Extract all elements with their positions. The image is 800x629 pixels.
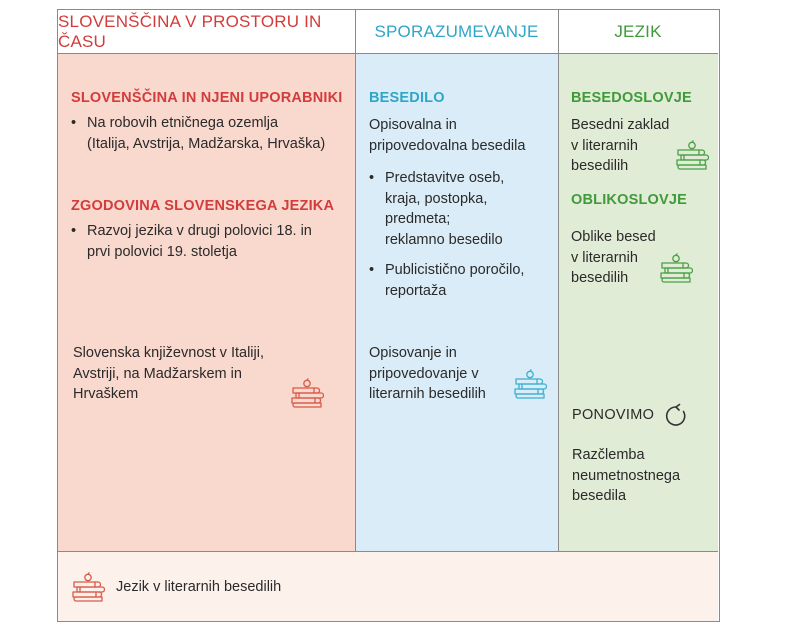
text-line: besedilih <box>571 158 629 174</box>
bullet-line: predmeta; <box>385 211 451 227</box>
column-sporazumevanje <box>355 54 558 551</box>
review-text <box>572 445 712 507</box>
header-jezik <box>558 10 718 54</box>
section-title: SLOVENŠČINA IN NJENI UPORABNIKI <box>71 90 343 106</box>
column-slovenscina <box>58 54 355 551</box>
text-line: pripovedovanje v <box>369 365 479 382</box>
circular-arrow-icon <box>663 403 689 429</box>
intro-text <box>369 115 554 156</box>
text-line: v literarnih <box>571 249 638 266</box>
header-sporazumevanje <box>355 10 558 54</box>
header-label: SPORAZUMEVANJE <box>374 21 539 41</box>
literature-topic <box>369 343 529 405</box>
bullet-line: prvi polovici 19. stoletja <box>87 243 237 260</box>
section-title: BESEDOSLOVJE <box>571 90 692 106</box>
text-line: Oblike besed <box>571 229 656 245</box>
column-divider <box>355 10 356 551</box>
list-item <box>69 221 354 262</box>
text-line: Avstriji, na Madžarskem in <box>73 365 242 382</box>
books-apple-icon <box>513 369 547 399</box>
curriculum-table <box>57 9 720 622</box>
bullet-line: kraja, postopka, <box>385 190 488 207</box>
text-line: Razčlemba <box>572 447 645 463</box>
bullet-line: reklamno besedilo <box>385 231 503 248</box>
column-divider <box>558 10 559 551</box>
text-line: Besedni zaklad <box>571 117 670 133</box>
bullet-line: reportaža <box>385 282 447 299</box>
text-line: Opisovalna in <box>369 117 457 133</box>
bullet-line: (Italija, Avstrija, Madžarska, Hrvaška) <box>87 135 326 152</box>
text-line: pripovedovalna besedila <box>369 137 526 154</box>
section-title: BESEDILO <box>369 90 445 106</box>
footer-label: Jezik v literarnih besedilih <box>116 579 282 595</box>
bullet-line: Publicistično poročilo, <box>385 262 525 278</box>
text-line: Hrvaškem <box>73 386 139 402</box>
list-item <box>367 168 555 250</box>
books-apple-icon <box>71 572 105 602</box>
literature-topic <box>73 343 313 405</box>
bullet-line: Na robovih etničnega ozemlja <box>87 115 279 131</box>
header-label: JEZIK <box>614 21 662 41</box>
section-title: ZGODOVINA SLOVENSKEGA JEZIKA <box>71 198 335 214</box>
header-label: SLOVENŠČINA V PROSTORU IN ČASU <box>58 11 322 51</box>
bullet-line: Predstavitve oseb, <box>385 170 505 186</box>
text-line: besedilih <box>571 270 629 286</box>
bullet-line: Razvoj jezika v drugi polovici 18. in <box>87 223 312 239</box>
list-item <box>69 113 354 154</box>
list-item <box>367 260 555 301</box>
books-apple-icon <box>290 378 324 408</box>
text-line: neumetnostnega <box>572 467 681 484</box>
text-line: besedila <box>572 488 627 504</box>
header-slovenscina <box>58 10 355 54</box>
column-jezik <box>558 54 718 551</box>
text-line: v literarnih <box>571 137 638 154</box>
books-apple-icon <box>659 253 693 283</box>
text-line: Opisovanje in <box>369 345 457 361</box>
text-line: literarnih besedilih <box>369 386 486 402</box>
books-apple-icon <box>675 140 709 170</box>
footer-row <box>58 551 718 621</box>
text-line: Slovenska književnost v Italiji, <box>73 345 264 361</box>
review-title: PONOVIMO <box>572 407 655 423</box>
section-title: OBLIKOSLOVJE <box>571 192 687 208</box>
